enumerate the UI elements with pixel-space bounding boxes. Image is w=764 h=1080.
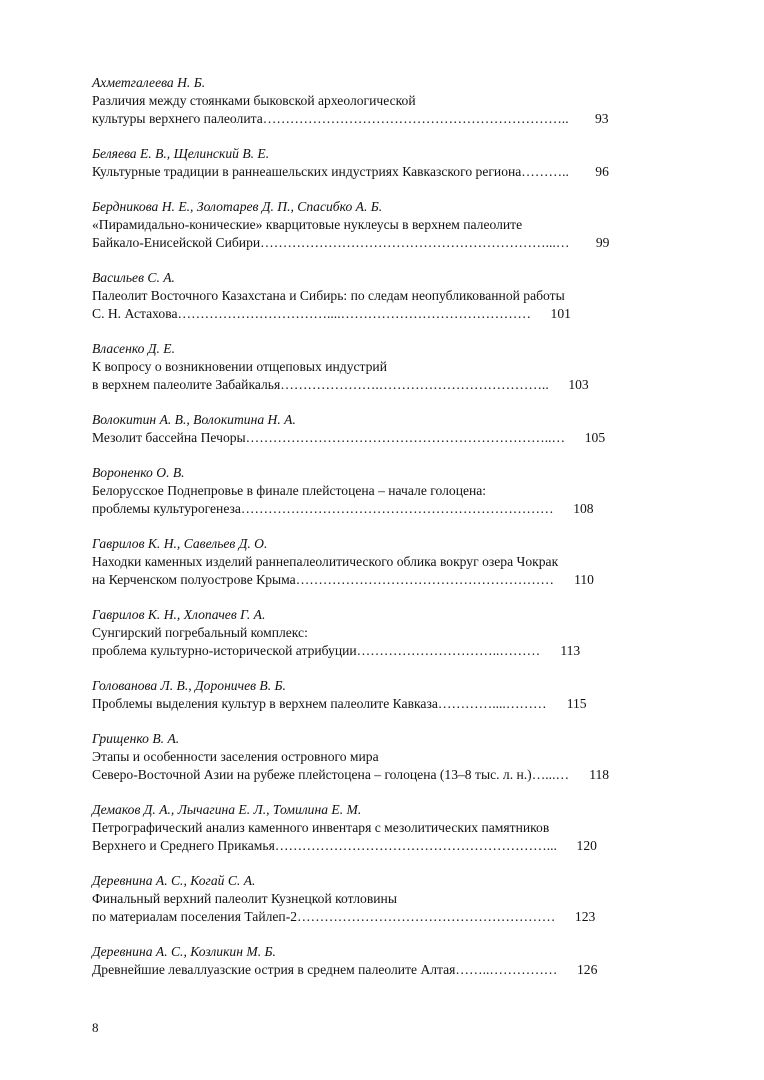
toc-entry-page-number: 93 — [595, 111, 609, 126]
toc-entry-authors: Васильев С. А. — [92, 270, 175, 285]
toc-entry-title-last-line — [92, 766, 675, 784]
toc-entry-title-with-leader: по материалам поселения Тайлеп-2………………………………………………… — [92, 909, 556, 924]
toc-entry-title-last-line — [92, 163, 675, 181]
toc-entry-title-line: Находки каменных изделий раннепалеолитического облика вокруг озера Чокрак — [92, 554, 559, 569]
toc-entry — [92, 730, 675, 784]
toc-entry-title-with-leader: Древнейшие леваллуазские острия в среднем палеолите Алтая……..…………… — [92, 962, 558, 977]
toc-entry-title-last-line — [92, 500, 675, 518]
toc-entry-title-last-line — [92, 961, 675, 979]
toc-entry-title-line: К вопросу о возникновении отщеповых индустрий — [92, 359, 387, 374]
toc-entry-title-line: «Пирамидально-конические» кварцитовые нуклеусы в верхнем палеолите — [92, 217, 523, 232]
toc-entry-page-number: 126 — [577, 962, 598, 977]
toc-entry-title-last-line — [92, 837, 675, 855]
toc-entry — [92, 801, 675, 855]
toc-entry-authors: Гаврилов К. Н., Савельев Д. О. — [92, 536, 268, 551]
toc-entry-title-with-leader: Байкало-Енисейской Сибири………………………………………………………...… — [92, 235, 570, 250]
toc-entry — [92, 943, 675, 979]
toc-entry-title-with-leader: в верхнем палеолите Забайкалья………………….……………………………….. — [92, 377, 549, 392]
toc-entry-authors: Демаков Д. А., Лычагина Е. Л., Томилина Е. М. — [92, 802, 362, 817]
toc-entry-page-number: 118 — [589, 767, 610, 782]
toc-entry-page-number: 96 — [595, 164, 609, 179]
toc-entry-page-number: 115 — [566, 696, 587, 711]
toc-entry — [92, 145, 675, 181]
toc-entry-title-with-leader: Северо-Восточной Азии на рубеже плейстоцена – голоцена (13–8 тыс. л. н.)…...… — [92, 767, 570, 782]
toc-entry-authors: Голованова Л. В., Дороничев В. Б. — [92, 678, 286, 693]
toc-entry-authors: Бердникова Н. Е., Золотарев Д. П., Спасибко А. Б. — [92, 199, 383, 214]
toc-entry — [92, 411, 675, 447]
toc-entry-title-line: Различия между стоянками быковской археологической — [92, 93, 416, 108]
toc-entry-title-last-line — [92, 429, 675, 447]
toc-entry-title-with-leader: культуры верхнего палеолита………………………………………………………….. — [92, 111, 569, 126]
toc-entry-authors: Вороненко О. В. — [92, 465, 185, 480]
toc-entry-title-line: Белорусское Поднепровье в финале плейстоцена – начале голоцена: — [92, 483, 487, 498]
toc-entry-authors: Беляева Е. В., Щелинский В. Е. — [92, 146, 270, 161]
toc-entry — [92, 677, 675, 713]
toc-entry — [92, 198, 675, 252]
toc-entry — [92, 269, 675, 323]
toc-entry-title-line: Палеолит Восточного Казахстана и Сибирь: по следам неопубликованной работы — [92, 288, 565, 303]
toc-entry-title-with-leader: Верхнего и Среднего Прикамья……………………………………………………... — [92, 838, 557, 853]
toc-entry-page-number: 99 — [595, 235, 610, 250]
toc-entry-title-last-line — [92, 571, 675, 589]
toc-entry-title-line: Этапы и особенности заселения островного мира — [92, 749, 379, 764]
toc-entry-authors: Гаврилов К. Н., Хлопачев Г. А. — [92, 607, 266, 622]
toc-entry — [92, 464, 675, 518]
toc-entry-page-number: 108 — [573, 501, 594, 516]
toc-entry-title-with-leader: на Керченском полуострове Крыма………………………………………………… — [92, 572, 554, 587]
toc-entry-authors: Деревнина А. С., Козликин М. Б. — [92, 944, 276, 959]
toc-entry-page-number: 120 — [576, 838, 597, 853]
toc-entry-authors: Ахметгалеева Н. Б. — [92, 75, 206, 90]
toc-entry-title-last-line — [92, 642, 675, 660]
toc-entry-title-with-leader: проблемы культурогенеза…………………………………………………………… — [92, 501, 554, 516]
toc-entry — [92, 535, 675, 589]
toc-entry-title-with-leader: Мезолит бассейна Печоры…………………………………………………………..… — [92, 430, 566, 445]
toc-entry — [92, 606, 675, 660]
toc-entry-authors: Власенко Д. Е. — [92, 341, 176, 356]
toc-entry-authors: Деревнина А. С., Когай С. А. — [92, 873, 256, 888]
toc-entry-authors: Волокитин А. В., Волокитина Н. А. — [92, 412, 296, 427]
toc-entry — [92, 872, 675, 926]
toc-entry-title-last-line — [92, 695, 675, 713]
toc-entry-title-last-line — [92, 376, 675, 394]
toc-entry-title-with-leader: Культурные традиции в раннеашельских индустриях Кавказского региона……….. — [92, 164, 569, 179]
toc-entry-page-number: 113 — [560, 643, 581, 658]
toc-entry-title-last-line — [92, 908, 675, 926]
table-of-contents — [92, 74, 675, 996]
toc-entry — [92, 340, 675, 394]
toc-entry-title-last-line — [92, 305, 675, 323]
toc-entry-title-with-leader: Проблемы выделения культур в верхнем палеолите Кавказа…………....……… — [92, 696, 547, 711]
toc-entry-title-last-line — [92, 110, 675, 128]
toc-entry-title-with-leader: С. Н. Астахова……………………………....…………………………………… — [92, 306, 531, 321]
toc-entry-page-number: 105 — [584, 430, 606, 445]
toc-entry-page-number: 103 — [568, 377, 589, 392]
toc-entry-title-line: Петрографический анализ каменного инвентаря с мезолитических памятников — [92, 820, 550, 835]
toc-entry — [92, 74, 675, 128]
toc-entry-authors: Грищенко В. А. — [92, 731, 180, 746]
toc-entry-title-last-line — [92, 234, 675, 252]
toc-entry-page-number: 123 — [574, 909, 596, 924]
toc-entry-page-number: 101 — [550, 306, 571, 321]
toc-entry-title-line: Финальный верхний палеолит Кузнецкой котловины — [92, 891, 397, 906]
toc-entry-page-number: 110 — [574, 572, 594, 587]
toc-entry-title-with-leader: проблема культурно-исторической атрибуции…………………………..……… — [92, 643, 541, 658]
page-number: 8 — [92, 1020, 99, 1035]
toc-entry-title-line: Сунгирский погребальный комплекс: — [92, 625, 308, 640]
